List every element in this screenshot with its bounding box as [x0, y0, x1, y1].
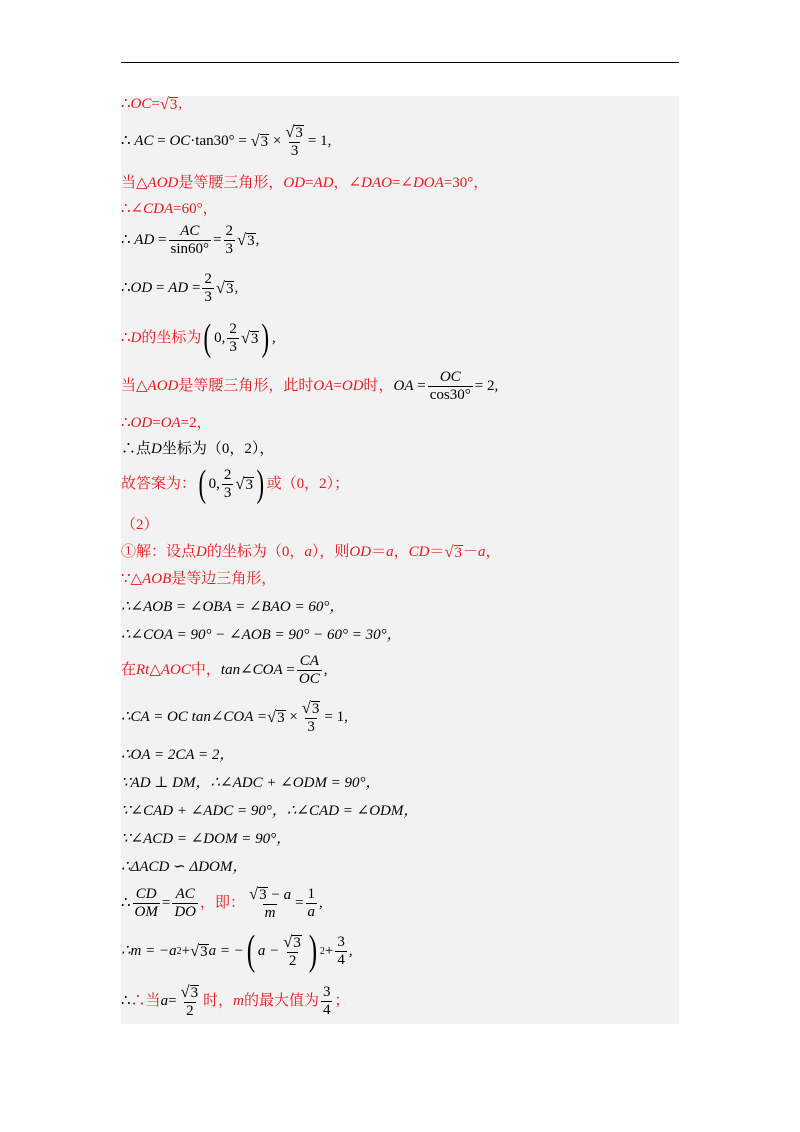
solution-panel	[121, 96, 679, 1024]
line-13: ①解：设点 D 的坐标为（0， a ），则 OD ＝ a ， CD ＝ √ 3 － a ，	[121, 542, 501, 561]
line-10: ∴点 D 坐标为（0，2），	[121, 441, 275, 457]
line-18: ∴CA = OC tan∠COA = √ 3 × √ 3 3 = 1 ,	[121, 698, 348, 735]
line-9: ∴ OD = OA =2，	[121, 415, 212, 431]
header-rule	[121, 62, 679, 63]
line-21: ∵∠CAD + ∠ADC = 90°，∴∠CAD = ∠ODM，	[121, 803, 419, 819]
line-8: 当△ AOD 是等腰三角形，此时 OA = OD 时， OA = $\frac{OC}{\cos 30^\circ}$ = 2 ,	[121, 369, 499, 403]
line-26: ∴ ∴当 a = √ 3 2 时， m 的最大值为 $\frac{3}{4}$ ；	[121, 982, 350, 1019]
line-19: ∴OA = 2CA = 2，	[121, 747, 235, 763]
line-22: ∵∠ACD = ∠DOM = 90°，	[121, 831, 292, 847]
line-23: ∴ΔACD ∽ ΔDOM，	[121, 859, 248, 875]
line-17: 在 Rt△AOC 中， tan∠COA = $\frac{CA}{OC}$ ,	[121, 653, 328, 687]
line-16: ∴∠COA = 90° − ∠AOB = 90° − 60° = 30°，	[121, 627, 402, 643]
fraction: √ 3 3	[285, 122, 303, 159]
line-5: ∴ AD = $\frac{AC}{\sin 60^\circ}$ = $\frac{2}{3}$ √ 3 ,	[121, 223, 260, 257]
line-25: ∴m = −a 2 + √ 3 a = − ( a − √ 3 2 ) 2 + $\frac{3}{4}$ ,	[121, 927, 353, 974]
line-12: （2）	[121, 517, 159, 533]
line-11: 故答案为： ( 0 , $\frac{2}{3}$ √ 3 ) 或（0，2）；	[121, 463, 350, 506]
line-4: ∴∠ CDA =60°，	[121, 201, 218, 217]
line-20: ∵AD ⊥ DM，∴∠ADC + ∠ODM = 90°，	[121, 775, 381, 791]
line-24: ∴ $\frac{CD}{OM}$ = $\frac{AC}{DO}$ ，即： √ 3 − a m = $\frac{1}{a}$ ,	[121, 884, 323, 921]
line-2: ∴ AC = OC ·tan30° = √ 3 × √ 3 3 = 1 ,	[121, 122, 332, 159]
line-3: 当△ AOD 是等腰三角形， OD = AD ，∠ DAO =∠ DOA =30°，	[121, 175, 489, 191]
line-14: ∵△ AOB 是等边三角形，	[121, 571, 277, 587]
line-1: ∴ OC = √ 3 ,	[121, 94, 183, 113]
line-7: ∴ D 的坐标为 ( 0 , $\frac{2}{3}$ √ 3 ) ,	[121, 317, 276, 360]
line-6: ∴ OD = AD = $\frac{2}{3}$ √ 3 ,	[121, 271, 239, 305]
line-15: ∴∠AOB = ∠OBA = ∠BAO = 60°，	[121, 599, 345, 615]
sqrt: √ 3	[159, 94, 178, 113]
